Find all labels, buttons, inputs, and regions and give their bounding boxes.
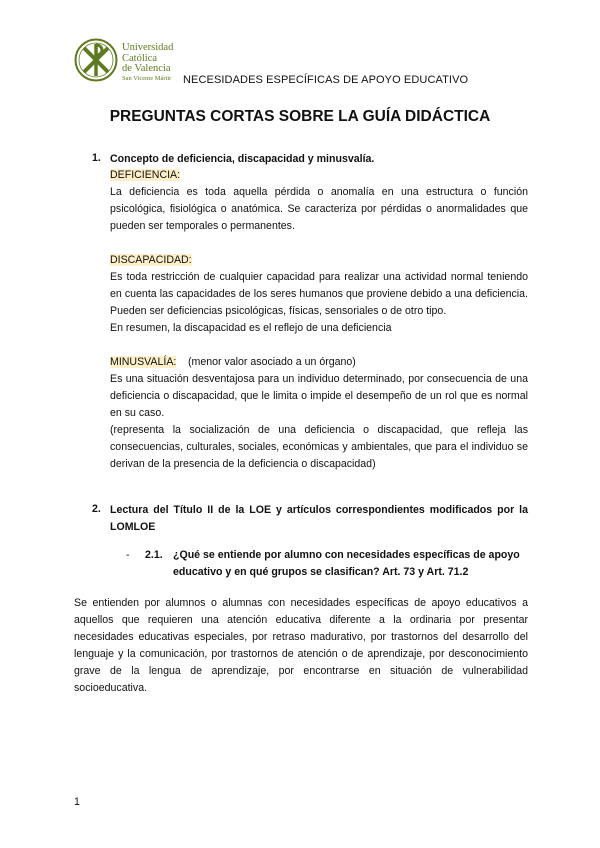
logo-line-3: de Valencia bbox=[122, 63, 171, 74]
university-logo bbox=[74, 38, 194, 84]
section-1-number: 1. bbox=[92, 152, 101, 164]
answer-paragraph: Se entienden por alumnos o alumnas con necesidades específicas de apoyo educativos a aquellos que requieren una atención educativa diferente a la ordinaria por presentar necesidades educativas especiales, por retraso madurativo, por trastornos del desarrollo del lenguaje y la comunicación, por trastornos de atención o de aprendizaje, por desconocimiento grave de la lengua de aprendizaje, por encontrarse en situación de vulnerabilidad socioeducativa. bbox=[74, 597, 528, 694]
section-1-heading: Concepto de deficiencia, discapacidad y minusvalía. bbox=[110, 153, 375, 165]
deficiencia-label bbox=[110, 167, 180, 184]
minusvalia-text: Es una situación desventajosa para un individuo determinado, por consecuencia de una deficiencia o discapacidad, que le limita o impide el desempeño de un rol que es normal en su caso. bbox=[110, 373, 528, 419]
chi-rho-emblem-icon bbox=[74, 38, 118, 82]
logo-line-1: Universidad bbox=[122, 42, 174, 53]
subsection-number: 2.1. bbox=[145, 549, 163, 561]
logo-wordmark bbox=[122, 43, 173, 83]
discapacidad-label bbox=[110, 252, 192, 269]
section-2-heading: Lectura del Título II de la LOE y artículos correspondientes modificados por la LOMLOE bbox=[110, 504, 528, 533]
deficiencia-label-text: DEFICIENCIA: bbox=[110, 169, 181, 181]
logo-line-2: Católica bbox=[122, 52, 157, 64]
logo-line-4: San Vicente Mártir bbox=[122, 74, 172, 82]
page-number: 1 bbox=[74, 796, 80, 808]
discapacidad-label-text: DISCAPACIDAD: bbox=[110, 254, 192, 266]
minusvalia-label bbox=[110, 354, 176, 371]
discapacidad-summary: En resumen, la discapacidad es el reflejo de una deficiencia bbox=[110, 322, 392, 334]
minusvalia-extra: (representa la socialización de una deficiencia o discapacidad, que refleja las consecuencias, culturales, sociales, económicas y ambientales, que para el individuo se derivan de la presencia de la deficiencia o discapacidad) bbox=[110, 424, 528, 470]
header-title: NECESIDADES ESPECÍFICAS DE APOYO EDUCATIVO bbox=[183, 74, 469, 86]
discapacidad-text: Es toda restricción de cualquier capacidad para realizar una actividad normal teniendo en cuenta las capacidades de los seres humanos que proviene debido a una deficiencia. Pueden ser deficiencias psicológicas, físicas, sensoriales o de otro tipo. bbox=[110, 271, 528, 317]
minusvalia-note: (menor valor asociado a un órgano) bbox=[188, 356, 356, 368]
minusvalia-label-text: MINUSVALÍA: bbox=[110, 356, 177, 368]
deficiencia-text: La deficiencia es toda aquella pérdida o anomalía en una estructura o función psicológica, fisiológica o anatómica. Se caracteriza por pérdidas o anormalidades que pueden ser temporales o permanentes. bbox=[110, 186, 528, 232]
subsection-heading: ¿Qué se entiende por alumno con necesidades específicas de apoyo educativo y en qué grupos se clasifican? Art. 73 y Art. 71.2 bbox=[173, 549, 520, 578]
section-2-number: 2. bbox=[92, 503, 101, 515]
document-title: PREGUNTAS CORTAS SOBRE LA GUÍA DIDÁCTICA bbox=[109, 108, 491, 125]
subsection-bullet: - bbox=[126, 549, 130, 561]
